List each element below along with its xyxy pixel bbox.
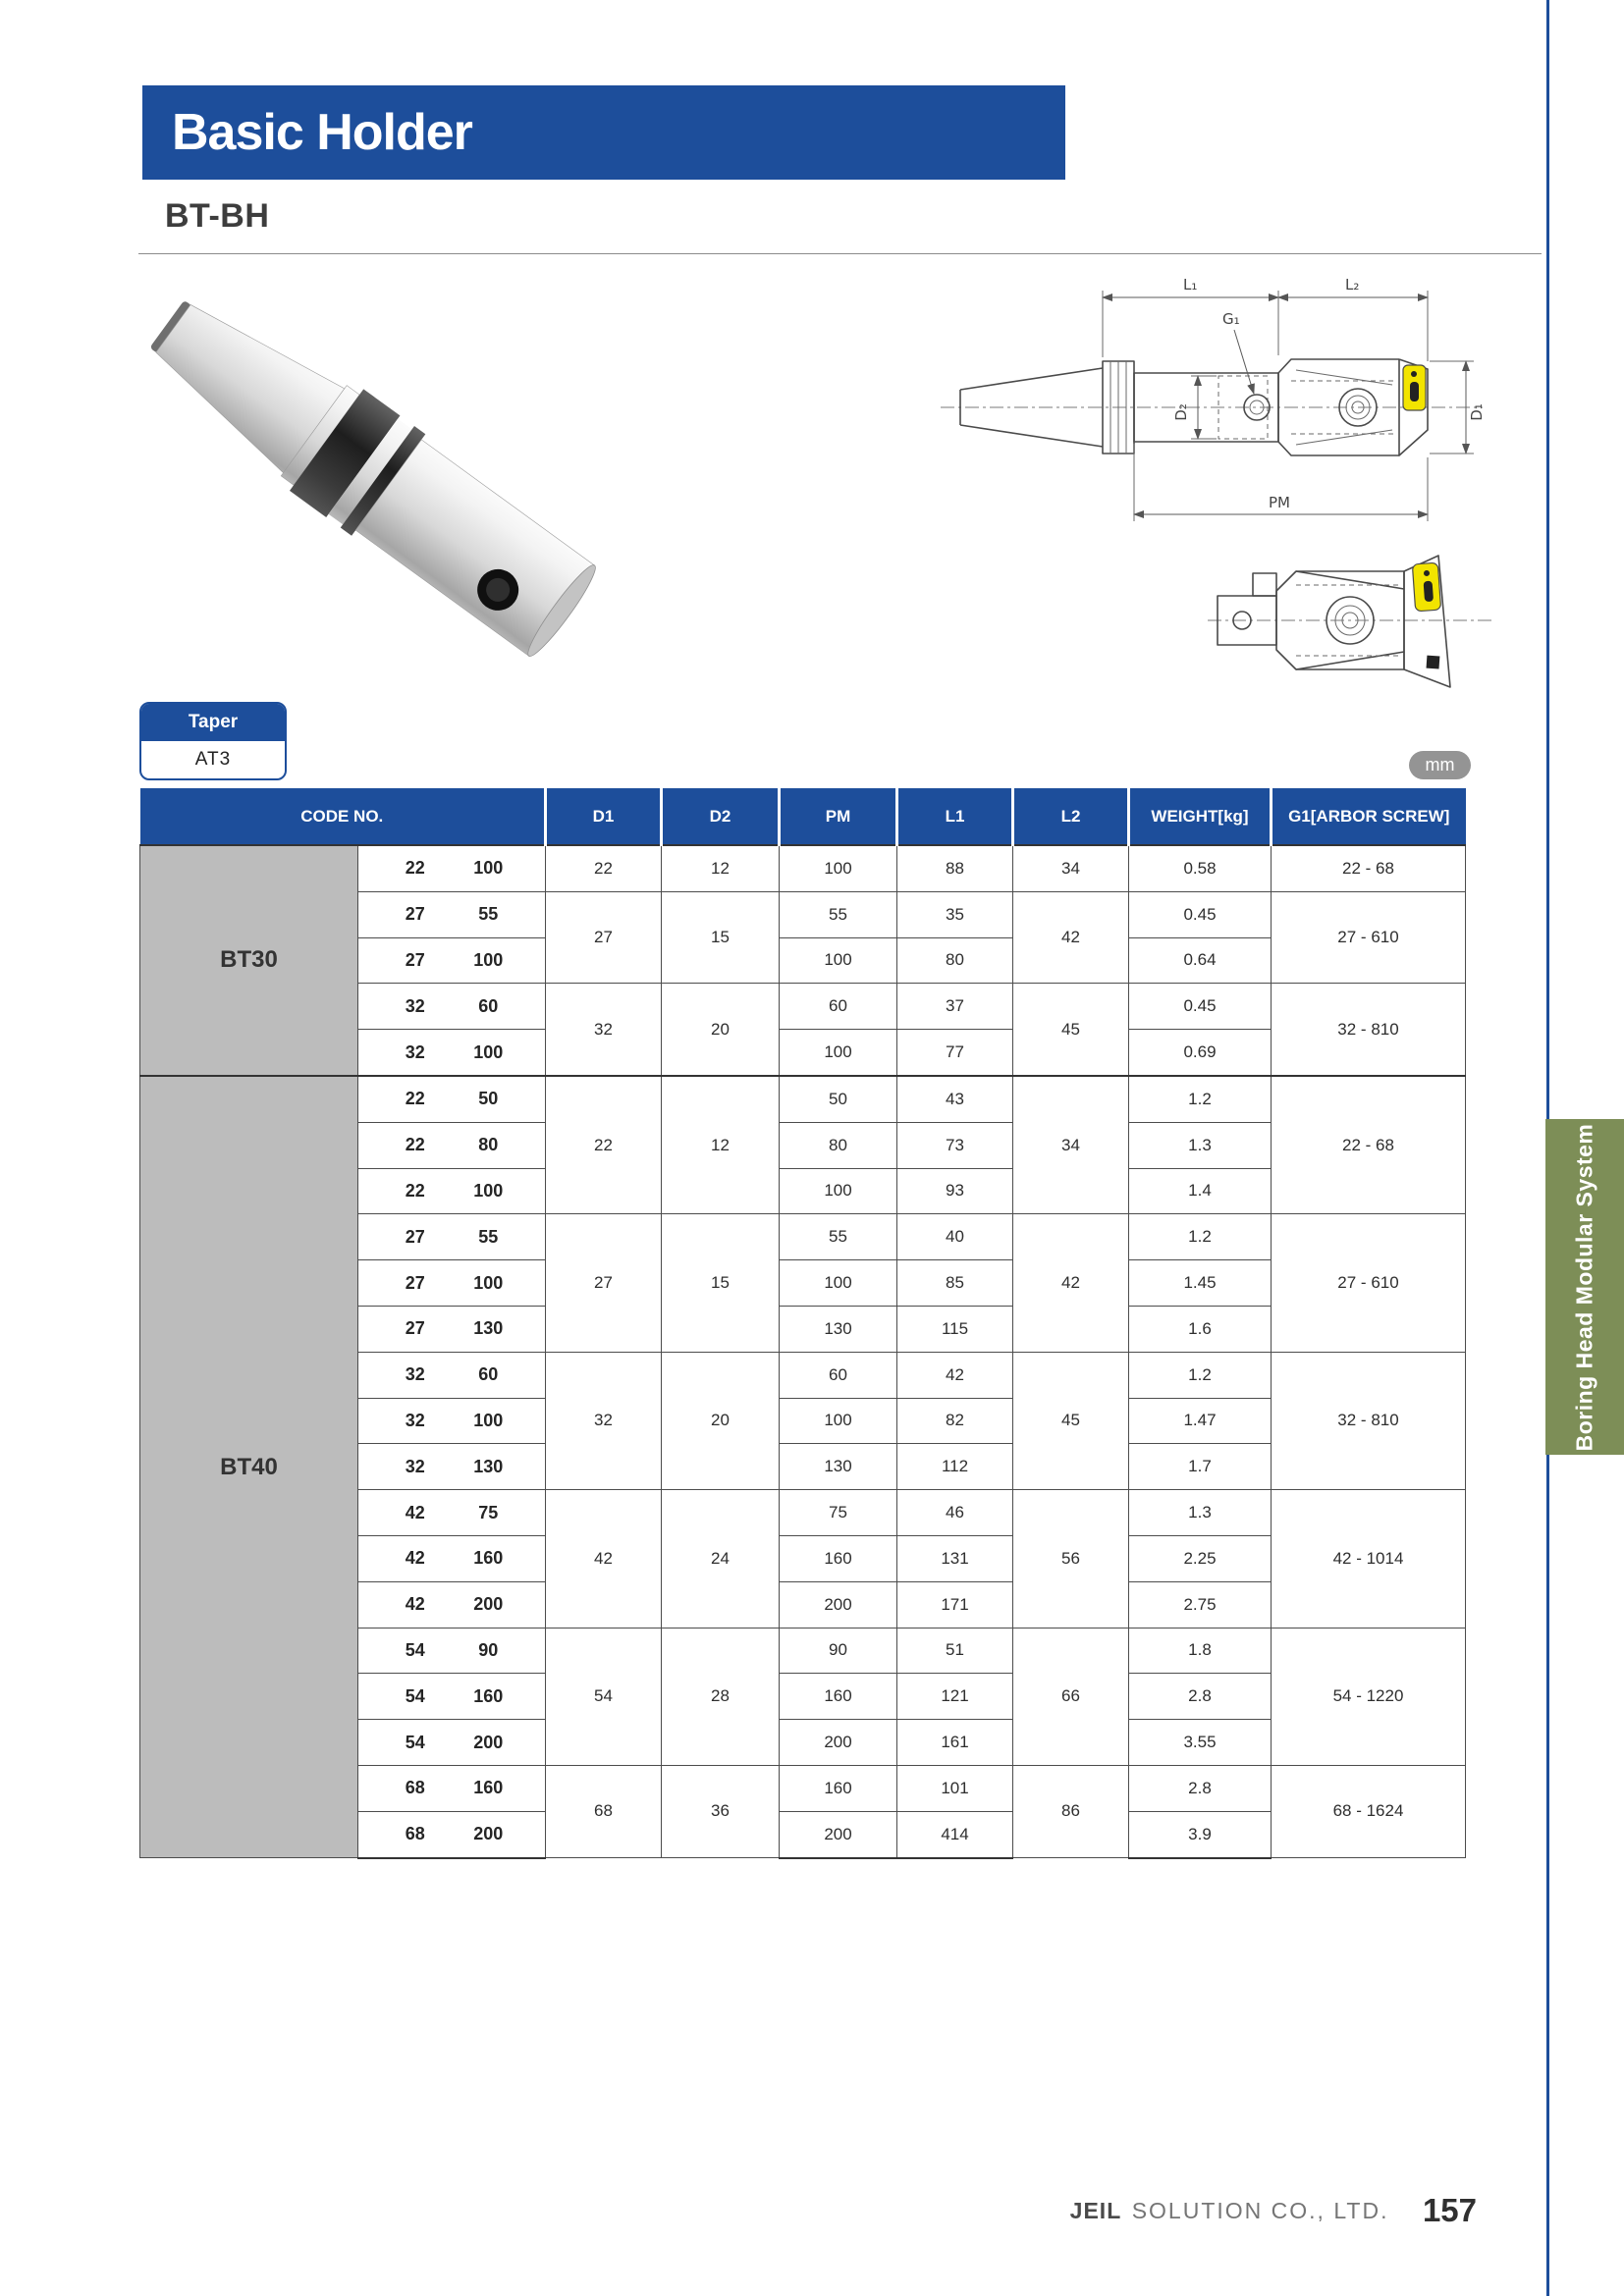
- col-header: G1[ARBOR SCREW]: [1272, 788, 1466, 845]
- code-cell: 32 60: [358, 984, 546, 1030]
- weight-cell: 0.45: [1129, 984, 1272, 1030]
- l2-cell: 45: [1013, 1352, 1129, 1489]
- code-cell: 27 55: [358, 891, 546, 937]
- code-cell: 22 50: [358, 1076, 546, 1122]
- dim-label-d2: D₂: [1172, 403, 1190, 421]
- code-cell: 22 100: [358, 1168, 546, 1214]
- l1-cell: 112: [897, 1444, 1013, 1490]
- code-cell: 68 160: [358, 1765, 546, 1811]
- col-header: D2: [662, 788, 780, 845]
- d1-cell: 42: [546, 1490, 662, 1628]
- divider-rule: [138, 253, 1542, 254]
- code-cell: 42 75: [358, 1490, 546, 1536]
- l2-cell: 56: [1013, 1490, 1129, 1628]
- d1-cell: 32: [546, 984, 662, 1076]
- pm-cell: 200: [780, 1581, 897, 1628]
- weight-cell: 1.7: [1129, 1444, 1272, 1490]
- weight-cell: 2.8: [1129, 1765, 1272, 1811]
- carbide-insert: [1403, 365, 1426, 410]
- l1-cell: 40: [897, 1214, 1013, 1260]
- pm-cell: 55: [780, 1214, 897, 1260]
- taper-badge-value: AT3: [194, 749, 232, 770]
- page-footer: [0, 2192, 1477, 2229]
- weight-cell: 1.2: [1129, 1214, 1272, 1260]
- l1-cell: 101: [897, 1765, 1013, 1811]
- g1-cell: 68 - 1624: [1272, 1765, 1466, 1857]
- weight-cell: 1.2: [1129, 1352, 1272, 1398]
- weight-cell: 1.3: [1129, 1490, 1272, 1536]
- d2-cell: 24: [662, 1490, 780, 1628]
- pm-cell: 55: [780, 891, 897, 937]
- weight-cell: 1.2: [1129, 1076, 1272, 1122]
- code-cell: 68 200: [358, 1811, 546, 1857]
- code-cell: 27 100: [358, 1260, 546, 1307]
- pm-cell: 50: [780, 1076, 897, 1122]
- l1-cell: 131: [897, 1535, 1013, 1581]
- code-cell: 54 90: [358, 1628, 546, 1674]
- side-tab-label: Boring Head Modular System: [1571, 1123, 1597, 1451]
- boring-head-detail-drawing: [1203, 542, 1497, 704]
- code-cell: 27 130: [358, 1306, 546, 1352]
- l1-cell: 171: [897, 1581, 1013, 1628]
- table-row: [140, 1076, 1466, 1122]
- footer-brand-rest: SOLUTION CO., LTD.: [1131, 2198, 1389, 2223]
- dim-label-pm: PM: [1269, 494, 1290, 511]
- d1-cell: 54: [546, 1628, 662, 1765]
- weight-cell: 3.9: [1129, 1811, 1272, 1857]
- footer-brand-bold: JEIL: [1069, 2198, 1122, 2223]
- code-cell: 54 200: [358, 1720, 546, 1766]
- weight-cell: 1.45: [1129, 1260, 1272, 1307]
- tool-holder-photo-shape: [137, 277, 606, 667]
- unit-badge: mm: [1409, 751, 1471, 779]
- d1-cell: 32: [546, 1352, 662, 1489]
- l1-cell: 77: [897, 1030, 1013, 1076]
- dimension-drawing-side-view: [933, 275, 1492, 540]
- g1-cell: 27 - 610: [1272, 891, 1466, 984]
- g1-cell: 32 - 810: [1272, 984, 1466, 1076]
- carbide-insert-detail: [1412, 562, 1440, 612]
- d2-cell: 12: [662, 1076, 780, 1214]
- weight-cell: 1.8: [1129, 1628, 1272, 1674]
- col-header: D1: [546, 788, 662, 845]
- pm-cell: 90: [780, 1628, 897, 1674]
- d2-cell: 12: [662, 845, 780, 891]
- pm-cell: 130: [780, 1306, 897, 1352]
- weight-cell: 2.75: [1129, 1581, 1272, 1628]
- l1-cell: 73: [897, 1122, 1013, 1168]
- l1-cell: 51: [897, 1628, 1013, 1674]
- weight-cell: 0.69: [1129, 1030, 1272, 1076]
- col-header: L1: [897, 788, 1013, 845]
- l2-cell: 42: [1013, 891, 1129, 984]
- pm-cell: 100: [780, 1260, 897, 1307]
- l1-cell: 414: [897, 1811, 1013, 1857]
- d2-cell: 15: [662, 1214, 780, 1352]
- g1-cell: 22 - 68: [1272, 845, 1466, 891]
- l2-cell: 34: [1013, 1076, 1129, 1214]
- product-photo: [137, 277, 687, 669]
- code-cell: 32 100: [358, 1398, 546, 1444]
- pm-cell: 60: [780, 984, 897, 1030]
- section-header-bar: [142, 85, 1065, 180]
- pm-cell: 100: [780, 845, 897, 891]
- code-cell: 32 60: [358, 1352, 546, 1398]
- taper-badge: [139, 702, 287, 780]
- pm-cell: 160: [780, 1674, 897, 1720]
- l2-cell: 86: [1013, 1765, 1129, 1857]
- pm-cell: 100: [780, 1030, 897, 1076]
- code-cell: 42 160: [358, 1535, 546, 1581]
- pm-cell: 100: [780, 937, 897, 984]
- dim-label-l2: L₂: [1345, 276, 1360, 294]
- d1-cell: 27: [546, 1214, 662, 1352]
- pm-cell: 200: [780, 1811, 897, 1857]
- pm-cell: 60: [780, 1352, 897, 1398]
- weight-cell: 0.45: [1129, 891, 1272, 937]
- weight-cell: 1.47: [1129, 1398, 1272, 1444]
- l1-cell: 46: [897, 1490, 1013, 1536]
- d2-cell: 15: [662, 891, 780, 984]
- d2-cell: 20: [662, 984, 780, 1076]
- d1-cell: 22: [546, 1076, 662, 1214]
- l1-cell: 43: [897, 1076, 1013, 1122]
- dim-label-l1: L₁: [1183, 276, 1198, 294]
- d1-cell: 27: [546, 891, 662, 984]
- code-cell: 32 100: [358, 1030, 546, 1076]
- spec-table: [139, 788, 1466, 1859]
- weight-cell: 2.25: [1129, 1535, 1272, 1581]
- g1-cell: 32 - 810: [1272, 1352, 1466, 1489]
- pm-cell: 75: [780, 1490, 897, 1536]
- code-cell: 27 100: [358, 937, 546, 984]
- page-number: 157: [1422, 2192, 1477, 2228]
- pm-cell: 160: [780, 1535, 897, 1581]
- code-cell: 27 55: [358, 1214, 546, 1260]
- weight-cell: 2.8: [1129, 1674, 1272, 1720]
- code-cell: 22 80: [358, 1122, 546, 1168]
- series-label: BT30: [140, 845, 358, 1076]
- weight-cell: 1.3: [1129, 1122, 1272, 1168]
- code-cell: 54 160: [358, 1674, 546, 1720]
- l1-cell: 85: [897, 1260, 1013, 1307]
- page-title: Basic Holder: [172, 104, 472, 161]
- side-tab-boring-head: [1545, 1119, 1624, 1455]
- l1-cell: 80: [897, 937, 1013, 984]
- g1-cell: 27 - 610: [1272, 1214, 1466, 1352]
- weight-cell: 1.4: [1129, 1168, 1272, 1214]
- dim-label-g1: G₁: [1222, 310, 1240, 328]
- l1-cell: 115: [897, 1306, 1013, 1352]
- l1-cell: 121: [897, 1674, 1013, 1720]
- l1-cell: 93: [897, 1168, 1013, 1214]
- d2-cell: 28: [662, 1628, 780, 1765]
- d2-cell: 36: [662, 1765, 780, 1857]
- g1-cell: 54 - 1220: [1272, 1628, 1466, 1765]
- pm-cell: 160: [780, 1765, 897, 1811]
- product-series-title: BT-BH: [165, 197, 270, 235]
- l1-cell: 42: [897, 1352, 1013, 1398]
- code-cell: 42 200: [358, 1581, 546, 1628]
- pm-cell: 200: [780, 1720, 897, 1766]
- g1-cell: 22 - 68: [1272, 1076, 1466, 1214]
- col-header: WEIGHT[kg]: [1129, 788, 1272, 845]
- l2-cell: 66: [1013, 1628, 1129, 1765]
- series-label: BT40: [140, 1076, 358, 1858]
- table-row: [140, 845, 1466, 891]
- weight-cell: 3.55: [1129, 1720, 1272, 1766]
- d2-cell: 20: [662, 1352, 780, 1489]
- l1-cell: 35: [897, 891, 1013, 937]
- d1-cell: 68: [546, 1765, 662, 1857]
- d1-cell: 22: [546, 845, 662, 891]
- col-header: L2: [1013, 788, 1129, 845]
- code-cell: 22 100: [358, 845, 546, 891]
- col-header: PM: [780, 788, 897, 845]
- l2-cell: 45: [1013, 984, 1129, 1076]
- taper-badge-label: Taper: [141, 704, 285, 741]
- pm-cell: 80: [780, 1122, 897, 1168]
- l1-cell: 82: [897, 1398, 1013, 1444]
- l1-cell: 161: [897, 1720, 1013, 1766]
- pm-cell: 100: [780, 1168, 897, 1214]
- l2-cell: 42: [1013, 1214, 1129, 1352]
- col-header: CODE NO.: [140, 788, 546, 845]
- weight-cell: 1.6: [1129, 1306, 1272, 1352]
- weight-cell: 0.64: [1129, 937, 1272, 984]
- dim-label-d1: D₁: [1468, 403, 1486, 421]
- pm-cell: 100: [780, 1398, 897, 1444]
- weight-cell: 0.58: [1129, 845, 1272, 891]
- l2-cell: 34: [1013, 845, 1129, 891]
- code-cell: 32 130: [358, 1444, 546, 1490]
- g1-cell: 42 - 1014: [1272, 1490, 1466, 1628]
- pm-cell: 130: [780, 1444, 897, 1490]
- l1-cell: 88: [897, 845, 1013, 891]
- l1-cell: 37: [897, 984, 1013, 1030]
